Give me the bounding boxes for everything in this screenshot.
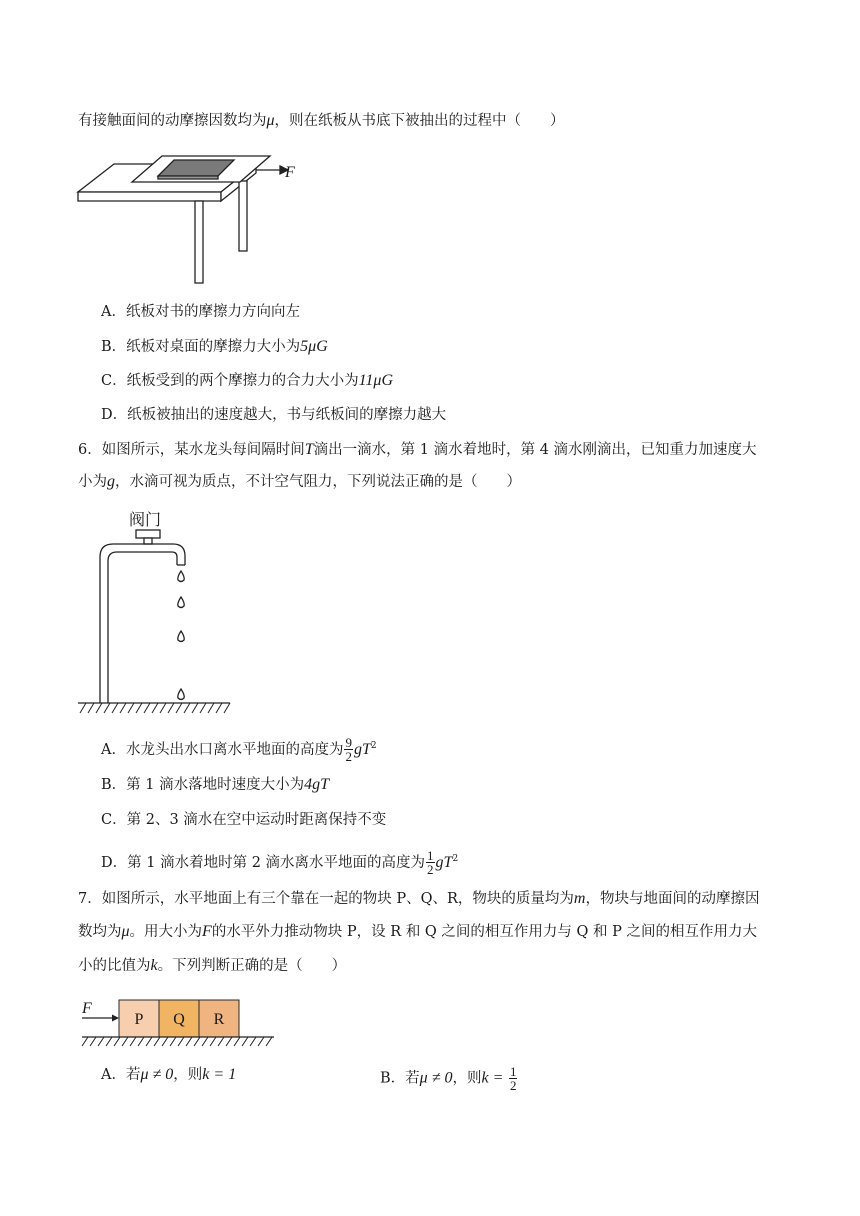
- option-text: 水龙头出水口离水平地面的高度为: [125, 741, 344, 758]
- q7-option-a[interactable]: [101, 1065, 236, 1085]
- option-condition: μ ≠ 0: [140, 1066, 174, 1083]
- q6-faucet-figure: [76, 507, 236, 717]
- q6-text: 小为: [78, 474, 107, 490]
- force-label-f: F: [285, 164, 295, 181]
- q7-stem-line3: [78, 956, 346, 976]
- fraction-denominator: 2: [345, 749, 352, 765]
- q6-stem-line2: [78, 472, 521, 492]
- f-symbol: F: [202, 923, 212, 940]
- q5-option-b[interactable]: [101, 337, 328, 357]
- q6-text: 6．如图所示，某水龙头每间隔时间: [78, 442, 305, 458]
- m-symbol: m: [573, 890, 586, 907]
- g-symbol: g: [107, 473, 115, 490]
- q6-option-b[interactable]: [101, 775, 329, 795]
- option-math: gT: [353, 740, 371, 758]
- superscript: 2: [452, 854, 459, 864]
- q7-text: 。下列判断正确的是（ ）: [157, 958, 347, 974]
- option-text: 纸板对桌面的摩擦力大小为: [126, 339, 301, 355]
- block-r-label: R: [213, 1011, 225, 1028]
- fraction: [426, 849, 435, 876]
- q7-text: 数均为: [78, 924, 122, 940]
- q7-text: ，物块与地面间的动摩擦因: [585, 891, 760, 907]
- mu-symbol: μ: [266, 112, 275, 129]
- q5-stem-text-b: ，则在纸板从书底下被抽出的过程中（ ）: [274, 113, 565, 129]
- block-p-label: P: [134, 1011, 144, 1028]
- k-symbol: k: [150, 957, 158, 974]
- option-text: 第 1 滴水落地时速度大小为: [126, 777, 305, 793]
- option-math: 11μG: [358, 372, 394, 389]
- q5-option-c[interactable]: [101, 371, 393, 391]
- option-math: 4gT: [304, 776, 330, 793]
- q6-option-d[interactable]: [101, 849, 458, 876]
- option-label: C．: [101, 373, 127, 389]
- fraction-numerator: 1: [509, 1064, 517, 1079]
- q6-option-c[interactable]: [101, 810, 386, 830]
- option-label: C．: [101, 812, 127, 828]
- option-label: A．: [101, 1067, 126, 1083]
- option-text: 若: [405, 1070, 420, 1087]
- t-symbol: T: [304, 441, 314, 458]
- q7-text: 7．如图所示，水平地面上有三个靠在一起的物块 P、Q、R，物块的质量均为: [78, 891, 574, 907]
- option-text: 纸板受到的两个摩擦力的合力大小为: [126, 373, 359, 389]
- option-text: 若: [125, 1067, 141, 1083]
- option-condition: μ ≠ 0: [419, 1069, 453, 1087]
- option-text: 第 2、3 滴水在空中运动时距离保持不变: [126, 812, 387, 828]
- q7-stem-line1: [78, 889, 759, 909]
- option-label: B．: [101, 339, 127, 355]
- q7-text: 的水平外力推动物块 P，设 R 和 Q 之间的相互作用力与 Q 和 P 之间的相互作用力大: [211, 924, 757, 940]
- block-q-label: Q: [173, 1011, 185, 1028]
- option-math: 5μG: [300, 338, 328, 355]
- option-text: 第 1 滴水着地时第 2 滴水离水平地面的高度为: [127, 854, 426, 871]
- option-text: 纸板对书的摩擦力方向向左: [125, 304, 300, 320]
- q6-text: 滴出一滴水，第 1 滴水着地时，第 4 滴水刚滴出，已知重力加速度大: [313, 442, 757, 458]
- fraction-numerator: 1: [427, 848, 434, 864]
- q7-blocks-figure-body: [78, 1000, 278, 1046]
- q6-stem-line1: [78, 440, 757, 460]
- option-math: gT: [435, 853, 453, 871]
- fraction-denominator: 2: [509, 1078, 517, 1093]
- option-label: B．: [380, 1070, 406, 1087]
- option-label: D．: [101, 854, 128, 871]
- fraction-denominator: 2: [427, 862, 434, 878]
- fraction-numerator: 9: [345, 735, 352, 751]
- q7-text: 小的比值为: [78, 958, 151, 974]
- option-label: A．: [101, 304, 126, 320]
- fraction: [344, 736, 353, 763]
- q6-option-a[interactable]: [101, 736, 377, 763]
- option-text: 纸板被抽出的速度越大，书与纸板间的摩擦力越大: [127, 407, 447, 423]
- valve-label: 阀门: [129, 510, 162, 529]
- q5-option-a[interactable]: [101, 302, 300, 322]
- superscript: 2: [370, 741, 377, 751]
- option-math: k = 1: [202, 1066, 237, 1083]
- q7-stem-line2: [78, 922, 757, 942]
- q5-stem-text-a: 有接触面间的动摩擦因数均为: [78, 113, 267, 129]
- option-label: A．: [101, 741, 126, 758]
- mu-symbol: μ: [121, 923, 130, 940]
- option-text: ，则: [452, 1070, 482, 1087]
- q5-stem: [78, 111, 565, 131]
- q5-option-d[interactable]: [101, 405, 446, 425]
- option-label: D．: [101, 407, 128, 423]
- option-math: k =: [481, 1069, 504, 1087]
- q7-option-b[interactable]: [380, 1065, 518, 1092]
- option-label: B．: [101, 777, 127, 793]
- force-label-f: F: [82, 1000, 92, 1017]
- q7-text: 。用大小为: [129, 924, 203, 940]
- option-text: ，则: [173, 1067, 203, 1083]
- q5-table-figure: [76, 148, 316, 288]
- q6-text: ，水滴可视为质点，不计空气阻力，下列说法正确的是（ ）: [115, 474, 521, 490]
- fraction: [509, 1065, 518, 1092]
